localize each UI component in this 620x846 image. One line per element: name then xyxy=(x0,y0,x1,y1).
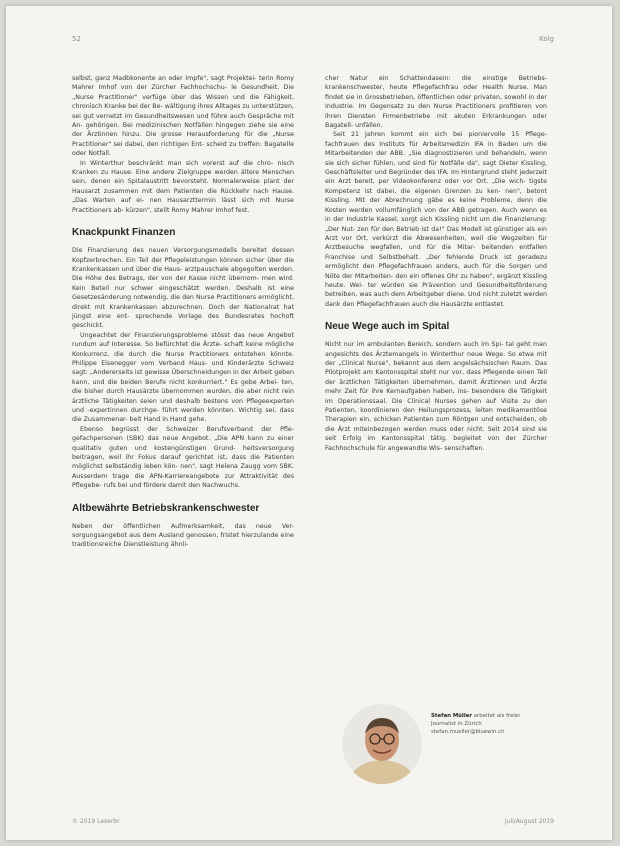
section-heading: Neue Wege auch im Spital xyxy=(325,321,450,333)
body-paragraph: Ebenso begrüsst der Schweizer Berufsverband der Pfle- gefachpersonen (SBK) das neue Angebot. „Die APN kann zu einer qualitativ guten und kostengünstigen Grund- heitsversorgung beitragen, weil ihr Fokus darauf gerichtet ist, dass die Patienten möglichst selbständig leben kön- nen", sagt Helena Zaugg vom SBK. Ausserdem trage die APN-Karriereangebote zur Attraktivität des Pflegebe- rufs bei und fördere damit den Nachwuchs. xyxy=(72,425,294,490)
section-heading: Altbewährte Betriebskrankenschwester xyxy=(72,502,260,514)
author-location: Journalist in Zürich xyxy=(431,721,482,727)
footer-left: © 2019 Leserbr xyxy=(72,818,120,825)
body-paragraph: Die Finanzierung des neuen Versorgungsmodells bereitet dessen Kopfzerbrechen. Ein Teil der Pflegeleistungen können sicher über die Krankenkassen und über die Haus- arztpauschale abgegolten werden. Die Höhe des Betrags, der von der Kasse nicht übernom- men wird. Kein Beteil nur schwer eingeschätzt werden. Deshalb ist eine Gesetzesänderung notwendig, die den Nurse Practitioners ermöglicht, direkt mit Krankenkassen abzurechnen. Doch der Nationalrat hat jüngst eine ent- sprechende Vorlage des Bundesrates hochoft geschickt. xyxy=(72,247,294,330)
author-email[interactable]: stefan.mueller@bluewin.ch xyxy=(431,729,505,735)
page-number: 52 xyxy=(72,35,81,43)
body-paragraph: Nicht nur im ambulanten Bereich, sondern auch im Spi- tal geht man angesichts des Ärztemangels in Winterthur neue Wege. So etwa mit der „Clinical Nurse", bekannt aus dem angelsächsischen Raum. Das Pilotprojekt am Kantonsspital steht nur vor, dass Pflegende einen Teil der ärztlichen Tätigkeiten übernehmen, damit Ärztinnen und Ärzte mehr Zeit für ihre Kernaufgaben haben, ins- besondere die Tätigkeit im Operationssaal. Die Clinical Nurses gehen auf Visite zu den Patienten, koordinieren den Heilungsprozess, leiten medikamentöse Therapien ein, schicken Patienten zum Röntgen und entscheiden, ob die Ärzt miteinbezogen werden muss oder nicht. Seit 2014 sind sie seit Erfolg im Kantonsspital tätig, begleitet von der Zürcher Fachhochschule für angewandte Wis- senschaften. xyxy=(325,341,547,452)
right-column xyxy=(325,74,547,453)
body-paragraph: selbst, ganz Madbkonente an oder Impfe", sagt Projektei- terin Romy Mahrer Imhof von der Zürcher Fachhochschu- le Gesundheit. Die „Nurse Practitioner" verfüge über das Wissen und die Fähigkeit, chronisch Kranke bei der Be- wältigung ihres Alltages zu unterstützen, sei gut vernetzt im Gesundheitswesen und führe auch Gespräche mit An- gehörigen. Bei medizinischen Notfällen hingegen ziehe sie eine der Ärztinnen hinzu. Die grosse Herausforderung für die „Nurse Practitioner" sei dabei, den richtigen Ent- scheid zu treffen: Bagatelle oder Notfall. xyxy=(72,75,294,158)
author-role: arbeitet als freier xyxy=(473,713,521,719)
left-column xyxy=(72,74,294,550)
section-label: Kolg xyxy=(539,35,554,43)
body-paragraph: Neben der öffentlichen Aufmerksamkeit, das neue Ver- sorgungsangebot aus dem Ausland genossen, fristet hierzulande eine traditionsreiche Dienstleistung ähnli- xyxy=(72,522,294,549)
author-box xyxy=(431,712,520,736)
body-paragraph: Seit 21 Jahren kommt ein sich bei pioniervolle 15 Pflege- fachfrauen des Instituts für Arbeitsmedizin IFA in Baden um die Mitarbeitenden der ABB. „Sie diagnostizieren und behandeln, wenn sie sich sicher fühlen, und sind für Notfälle da", sagt Dieter Kissling, Geschäftsleiter und Begründer des IFA. Im Hintergrund steht jederzeit ein Arzt bereit, per Videokonferenz oder vor Ort. „Die wich- tigste Kompetenz ist dabei, die eigenen Grenzen zu ken- nen", betont Kissling. Mit der Abrechnung gäbe es keine Probleme, denn die Kosten werden vollumfänglich von der ABB getragen. Auch wenn es in der Industrie Kassel, sorgt sich Kissling nicht um die Finanzierung: „Der Nut- zen für den Betrieb ist da!" Das Modell ist günstiger als ein Arzt vor Ort, verkürzt die Abwesenheiten, weil die Wegzeiten für Arztbesuche wegfallen, und für die Mitar- beitenden entfallen Franchise und Selbstbehalt. „Der fehlende Druck ist geradezu ermöglicht den Pflegefachfrauen anders, auch für die Sorgen und Nöte der Mitarbeiten- den ein offenes Ohr zu haben", ergänzt Kissling heute. Wei- ter würden sie Prävention und Gesundheitsförderung betreiben, was auch dem Arbeitgeber diene. Und nicht zuletzt werden dank den Pflegefachfrauen auch die Hausärzte entlastet. xyxy=(325,131,547,308)
body-paragraph: In Winterthur beschränkt man sich vorerst auf die chro- nisch Kranken zu Hause. Eine andere Zielgruppe werden ältere Menschen sein, denen ein Spitalaustritt bevorsteht. Normalerweise plant der Hausarzt zusammen mit dem Patienten die Rückkehr nach Hause. „Das Warten auf ei- nen Hausarzttermin lässt sich mit Nurse Practitioners ab- kürzen", stellt Romy Mahrer Imhof fest. xyxy=(72,159,294,214)
body-paragraph: cher Natur ein Schattendasein: die einstige Betriebs- krankenschwester, heute Pflegefachfrau oder Health Nurse. Man findet sie in Grossbetrieben, öffentlichen oder privaten, sowohl in der Industrie. Im Gegensatz zu den Nurse Practitioners profitieren von ihren Diensten Firmenbetriebe mit akuten Erkrankungen oder Bagatell- unfällen. xyxy=(325,75,547,130)
author-photo xyxy=(342,704,422,784)
section-heading: Knackpunkt Finanzen xyxy=(72,227,176,239)
footer-right: Juli/August 2019 xyxy=(504,818,554,825)
author-name: Stefan Müller xyxy=(431,713,473,719)
magazine-page xyxy=(6,6,612,840)
body-paragraph: Ungeachtet der Finanzierungsprobleme stösst das neue Angebot rundum auf Interesse. So befürchtet die Ärzte- schaft keine mögliche Konkurrenz, die durch die Nurse Practitioners entstehen könnte. Philippe Eisenegger vom Verband Haus- und Kinderärzte Schweiz sagt: „Andererseits ist gewisse Überschneidungen in der Arbeit geben kann, und die beiden Berufe nicht konkurriert." Es gebe Arbei- ten, die bisher durch Hausärzte übernommen wurden, die aber nicht rein ärztliche Tätigkeiten seien und deshalb bestens von Pflegeexperten und -expertinnen durchge- führt werden könnten. Wichtig sei, dass die Zusammenar- beit Hand in Hand gehe. xyxy=(72,331,294,424)
